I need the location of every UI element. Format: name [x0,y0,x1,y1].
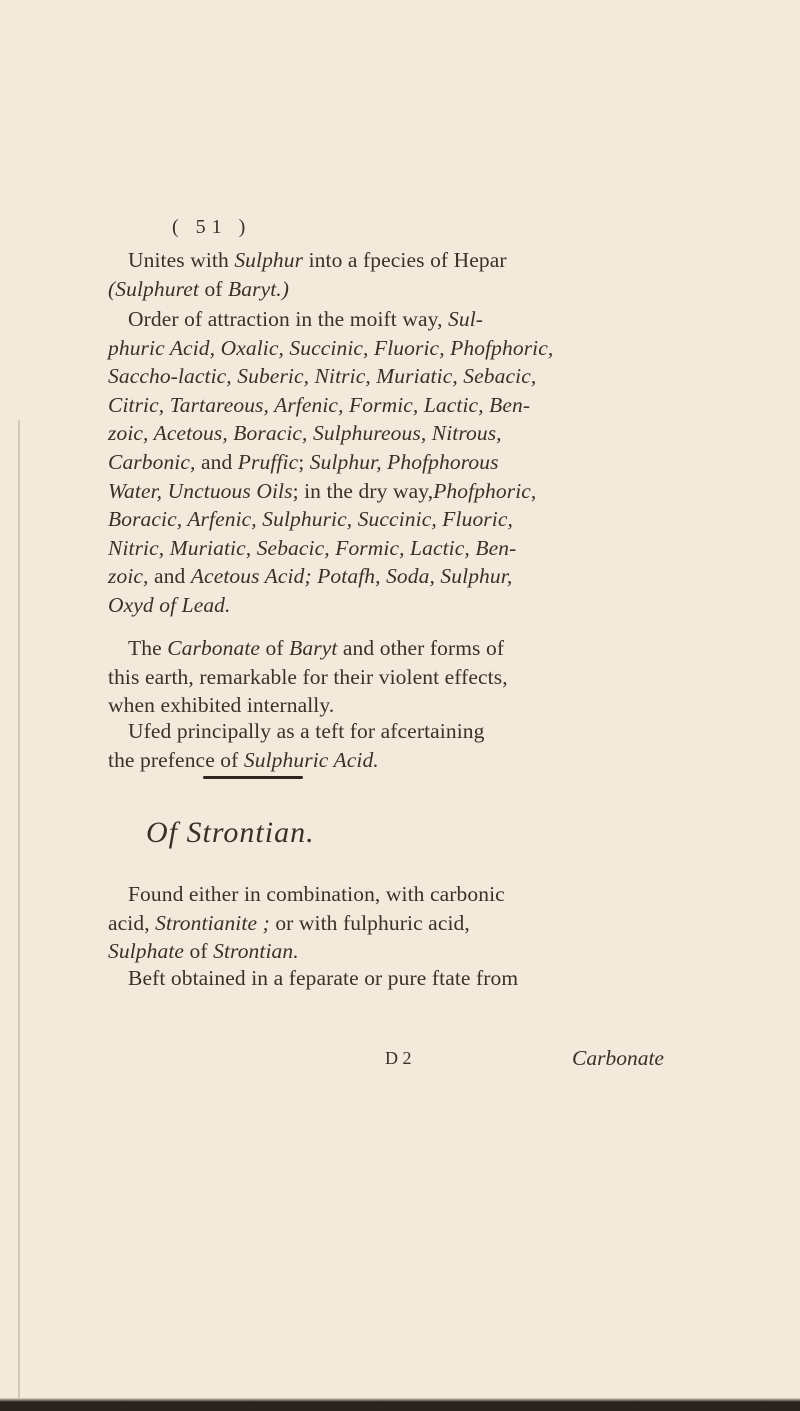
text-line: Order of attraction in the moift way, Sul- [128,307,484,331]
text-line: Ufed principally as a teft for afcertaining [128,719,485,743]
text-line: Beft obtained in a feparate or pure ftate from [128,966,519,990]
text-line: the prefence of Sulphuric Acid. [108,747,379,772]
text-line: (Sulphuret of Baryt.) [108,276,290,301]
text-line: Unites with Sulphur into a fpecies of Hepar [128,248,507,272]
text-line: The Carbonate of Baryt and other forms of [128,636,505,660]
signature-mark: D 2 [385,1048,412,1068]
text-line: Water, Unctuous Oils; in the dry way,Phofphoric, [108,478,537,503]
text-line: zoic, Acetous, Boracic, Sulphureous, Nitrous, [108,421,502,446]
text-line: zoic, and Acetous Acid; Potafh, Soda, Sulphur, [108,564,513,589]
text-line: phuric Acid, Oxalic, Succinic, Fluoric, Phofphoric, [108,335,554,360]
section-divider [203,776,303,779]
text-line: Sulphate of Strontian. [108,939,299,964]
text-line: Carbonic, and Pruffic; Sulphur, Phofphorous [108,450,499,474]
text-line: this earth, remarkable for their violent effects, [108,664,508,689]
catchword: Carbonate [572,1046,664,1070]
text-line: Nitric, Muriatic, Sebacic, Formic, Lactic, Ben- [108,535,517,560]
section-heading: Of Strontian. [146,816,315,849]
text-line: Saccho-lactic, Suberic, Nitric, Muriatic, Sebacic, [108,364,537,389]
page-shadow [18,420,20,1410]
page-number: ( 51 ) [172,216,252,238]
text-line: when exhibited internally. [108,693,335,718]
text-line: Oxyd of Lead. [108,593,231,617]
page-edge [0,1398,800,1411]
text-line: Citric, Tartareous, Arfenic, Formic, Lactic, Ben- [108,392,531,417]
text-line: Boracic, Arfenic, Sulphuric, Succinic, Fluoric, [108,507,513,532]
text-line: acid, Strontianite ; or with fulphuric acid, [108,910,470,935]
text-line: Found either in combination, with carbonic [128,882,505,906]
